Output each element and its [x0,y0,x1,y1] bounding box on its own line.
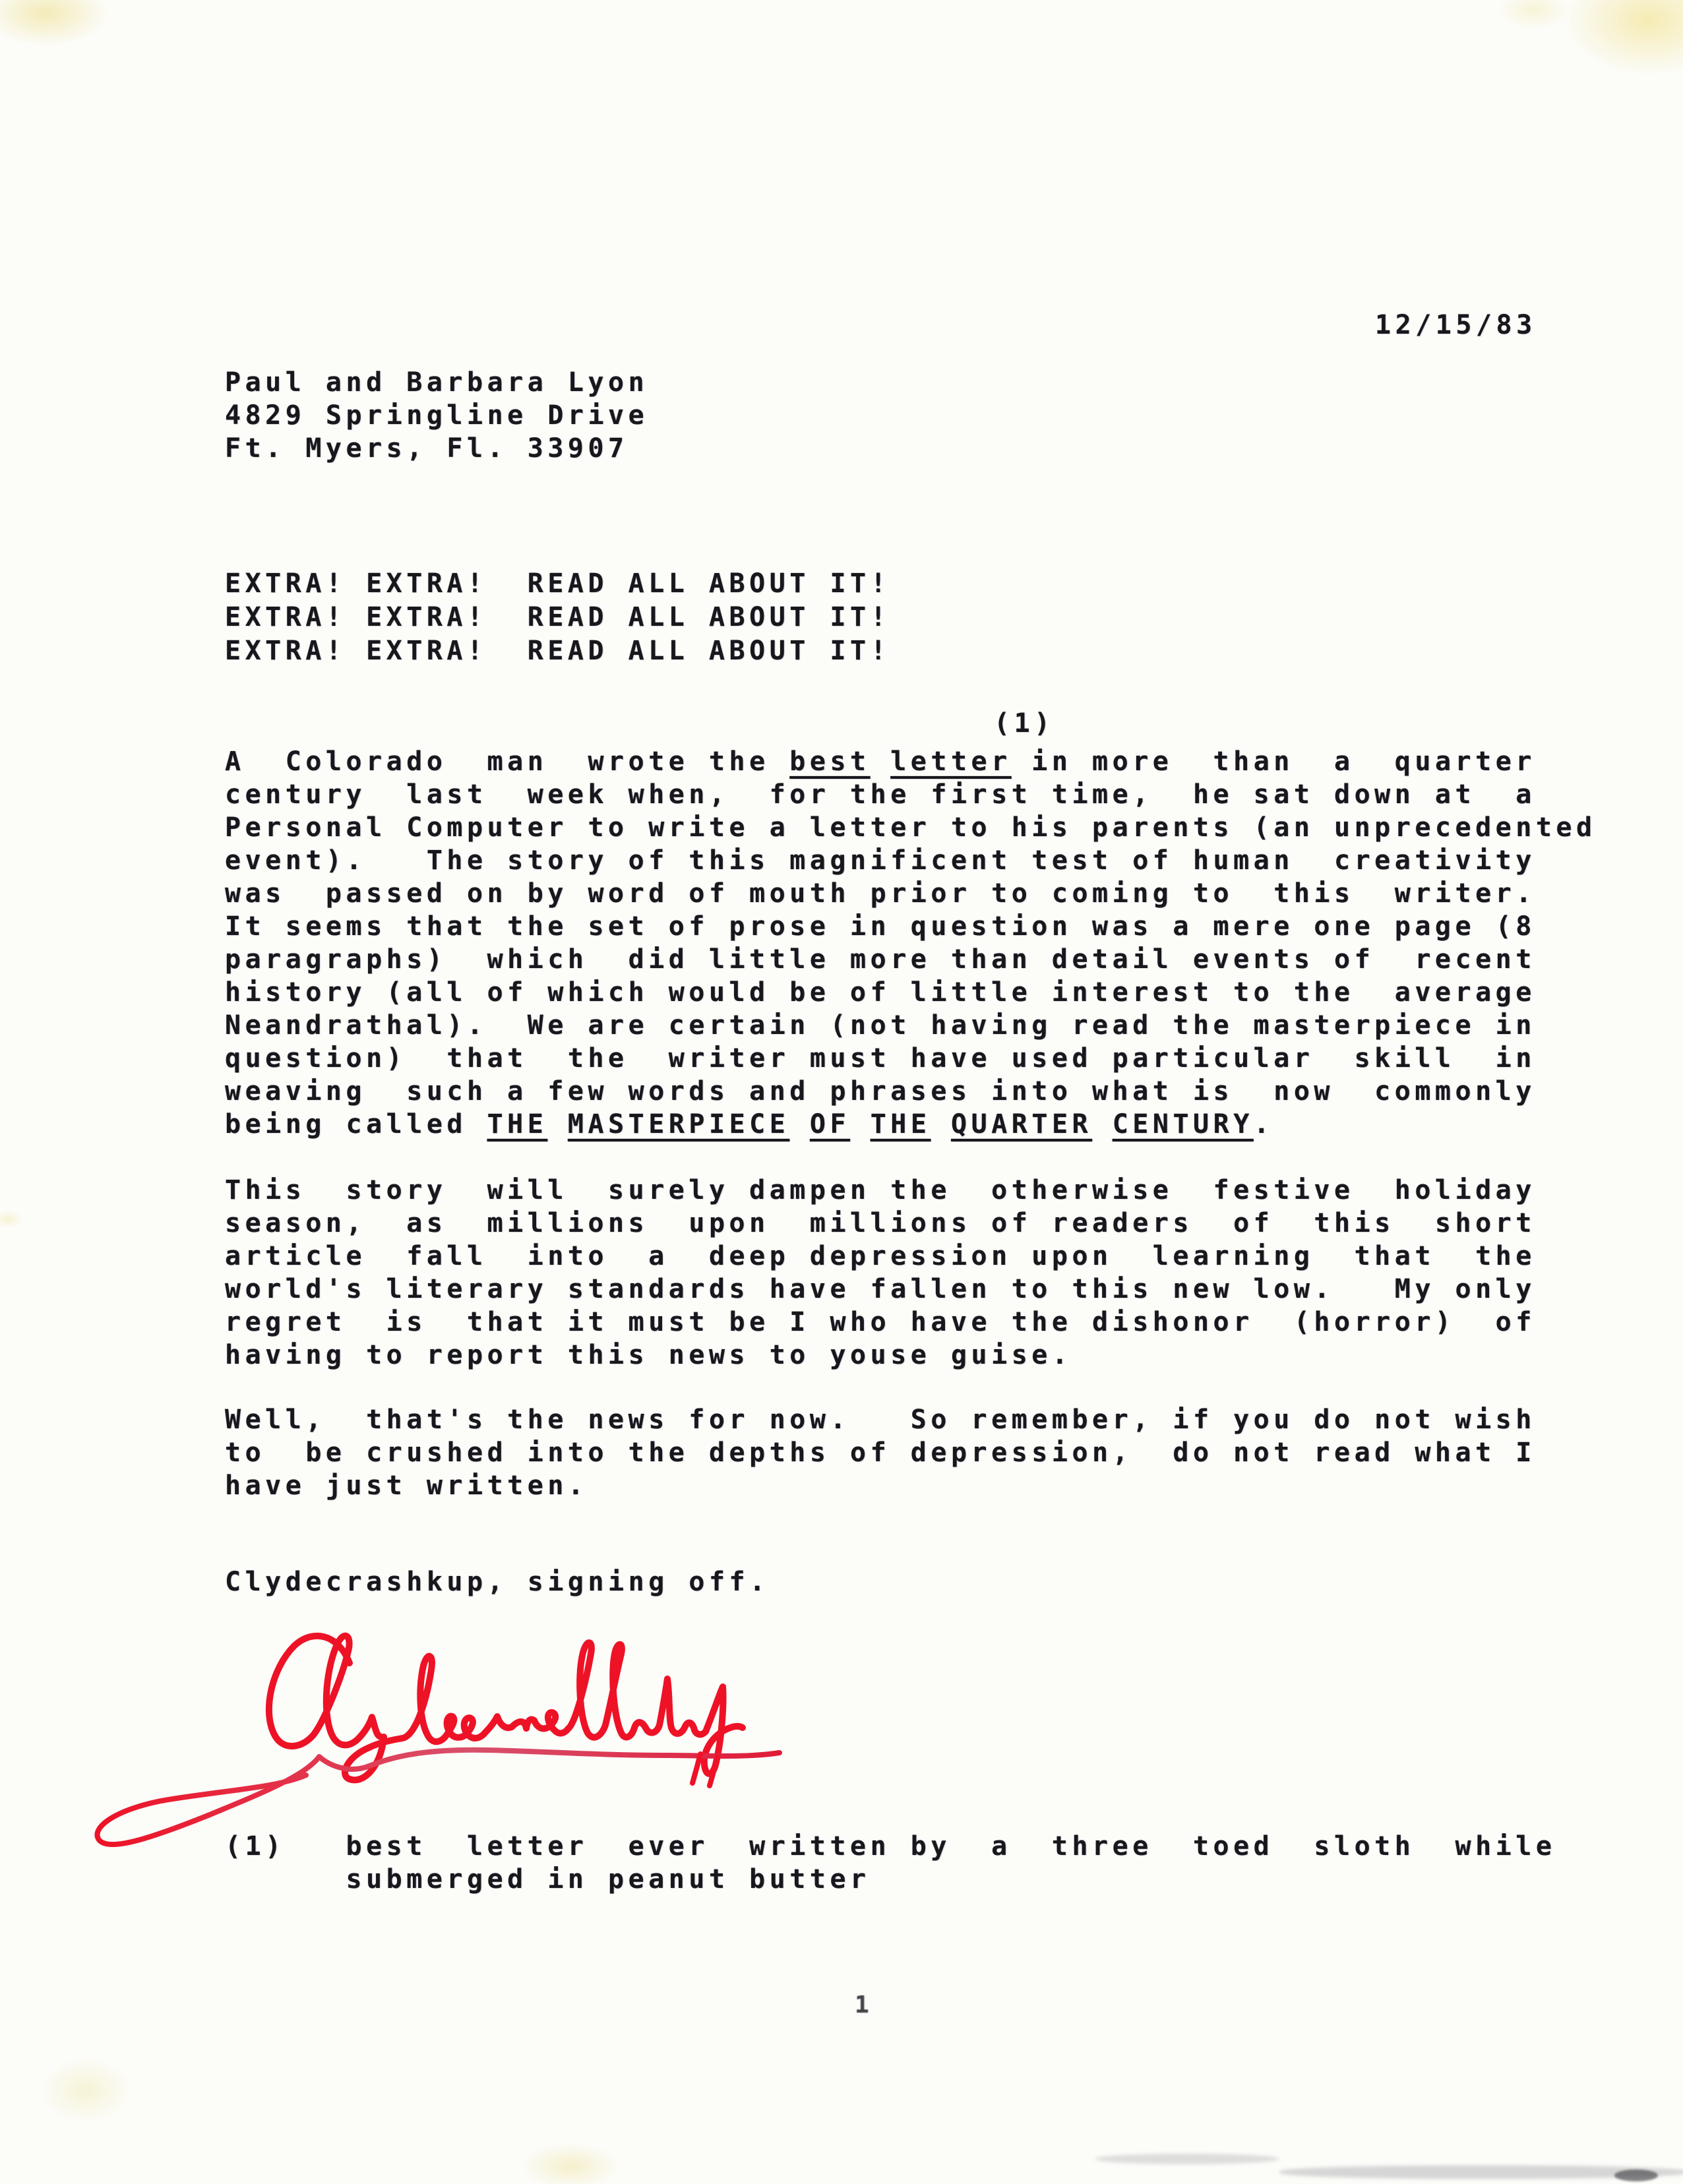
signoff-line: Clydecrashkup, signing off. [225,1567,770,1597]
scan-smudge-bottom-dark [1614,2169,1658,2181]
underlined-text: OF [809,1109,851,1139]
headline [225,567,890,668]
scan-smudge-bottom-1 [1095,2154,1279,2164]
text-line: 4829 Springline Drive [225,400,649,431]
underlined-text: MASTERPIECE [567,1109,790,1139]
text-line: paragraphs) which did little more than detail events of recent [225,944,1536,975]
text-line: It seems that the set of prose in question was a mere one page (8 [225,911,1536,942]
text-line: Personal Computer to write a letter to his parents (an unprecedented [225,812,1597,843]
paper-stain-left-edge [0,1210,22,1228]
text-line: century last week when, for the first time, he sat down at a [225,779,1536,810]
text-line: event). The story of this magnificent test of human creativity [225,845,1536,876]
text-line: season, as millions upon millions of readers of this short [225,1208,1536,1238]
text-line: submerged in peanut butter [225,1864,871,1895]
paragraph-1 [225,745,1597,1141]
paper-stain-top-right [1563,0,1683,76]
text-line: This story will surely dampen the otherwise festive holiday [225,1175,1536,1205]
text-line: regret is that it must be I who have the dishonor (horror) of [225,1307,1536,1337]
scan-smudge-bottom-2 [1279,2166,1683,2179]
text-line: article fall into a deep depression upon learning that the [225,1241,1536,1271]
paper-stain-bottom-left [40,2057,132,2123]
paper-stain-top-right-2 [1497,0,1570,30]
underlined-text: THE [870,1109,931,1139]
text-line: Ft. Myers, Fl. 33907 [225,433,628,464]
text-line: EXTRA! EXTRA! READ ALL ABOUT IT! [225,602,891,632]
underlined-text: letter [890,746,1012,777]
text-line: to be crushed into the depths of depression, do not read what I [225,1438,1536,1468]
text-line: was passed on by word of mouth prior to coming to this writer. [225,878,1536,909]
underlined-text: QUARTER [951,1109,1093,1139]
text-line: EXTRA! EXTRA! READ ALL ABOUT IT! [225,636,891,666]
date: 12/15/83 [1375,310,1537,340]
paper-stain-bottom-middle [521,2143,620,2184]
recipient-address [225,366,648,465]
text-line: world's literary standards have fallen to this new low. My only [225,1274,1536,1304]
text-line: A Colorado man wrote the best letter in more than a quarter [225,746,1536,777]
text-line: being called THE MASTERPIECE OF THE QUARTER CENTURY. [225,1109,1274,1139]
text-line: history (all of which would be of little interest to the average [225,977,1536,1008]
underlined-text: THE [487,1109,548,1139]
underlined-text: best [789,746,871,777]
footnote [225,1830,1556,1896]
text-line: Paul and Barbara Lyon [225,367,649,398]
text-line: question) that the writer must have used particular skill in [225,1043,1536,1074]
text-line: Well, that's the news for now. So remember, if you do not wish [225,1405,1536,1435]
paragraph-3 [225,1403,1536,1502]
text-line: (1) best letter ever written by a three toed sloth while [225,1831,1556,1862]
text-line: EXTRA! EXTRA! READ ALL ABOUT IT! [225,568,891,599]
footnote-reference: (1) [994,708,1055,739]
underlined-text: CENTURY [1112,1109,1254,1139]
text-line: having to report this news to youse guise. [225,1340,1072,1370]
text-line: have just written. [225,1471,588,1501]
signature-name-stroke [269,1636,743,1780]
text-line: Neandrathal). We are certain (not having read the masterpiece in [225,1010,1536,1041]
paper-stain-top-left [0,0,109,46]
page-number: 1 [855,1991,874,2018]
paragraph-2 [225,1174,1536,1372]
text-line: weaving such a few words and phrases into what is now commonly [225,1076,1536,1107]
